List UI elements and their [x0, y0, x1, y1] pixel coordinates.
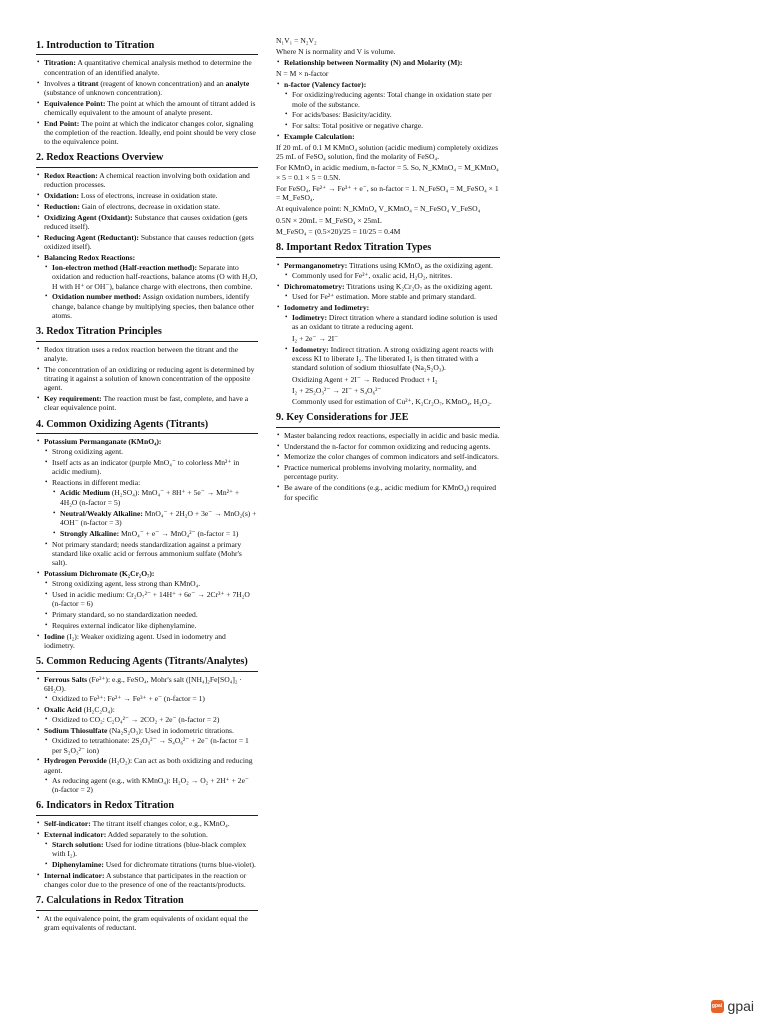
list-item: • Potassium Permanganate (KMnO₄): • Strong oxidizing agent. • Itself acts as an indicator (purple MnO₄⁻ to colorless Mn²⁺ in acidic medium). • Reactions in different media: • Acidic Medium (H₂SO₄): MnO₄⁻ + 8H⁺ + 5e⁻ → Mn²⁺ + 4H₂O (n-factor = 5) • Neutral/Weakly Alkaline: MnO₄⁻ + 2H₂O + 3e⁻ → MnO₂(s) + 4OH⁻ (n-factor = 3) • Strongly Alkaline: MnO₄⁻ + e⁻ → MnO₄²⁻ (n-factor = 1) • Not primary standard; needs standardization against a primary standard like oxalic acid or ferrous ammonium sulfate (Mohr's salt). [44, 437, 258, 567]
list-item: • Oxidized to Fe³⁺: Fe²⁺ → Fe³⁺ + e⁻ (n-factor = 1) [52, 694, 258, 703]
list-item: • Used for Fe²⁺ estimation. More stable and primary standard. [292, 292, 500, 301]
section-list [36, 437, 258, 650]
list-item: • Permanganometry: Titrations using KMnO₄ as the oxidizing agent. • Commonly used for Fe²⁺, oxalic acid, H₂O₂, nitrites. [284, 261, 500, 281]
section-list [36, 345, 258, 413]
list-item: • Oxidation: Loss of electrons, increase in oxidation state. [44, 191, 258, 200]
list-item: • n-factor (Valency factor): • For oxidizing/reducing agents: Total change in oxidation state per mole of the substance. • For acids/bases: Basicity/acidity. • For salts: Total positive or negative charge. [284, 80, 500, 130]
list-item: • As reducing agent (e.g., with KMnO₄): H₂O₂ → O₂ + 2H⁺ + 2e⁻ (n-factor = 2) [52, 776, 258, 795]
list-item: • Self-indicator: The titrant itself changes color, e.g., KMnO₄. [44, 819, 258, 828]
section-title: 9. Key Considerations for JEE [276, 412, 500, 427]
right-column [276, 34, 500, 503]
list-item: • Oxidized to CO₂: C₂O₄²⁻ → 2CO₂ + 2e⁻ (n-factor = 2) [52, 715, 258, 724]
list-item: • Reduction: Gain of electrons, decrease in oxidation state. [44, 202, 258, 211]
list-item: • Oxidizing Agent (Oxidant): Substance that causes oxidation (gets reduced itself). [44, 213, 258, 232]
list-item: • Iodometry and Iodimetry: • Iodimetry: Direct titration where a standard iodine solution is used as an oxidant to titrate a reducing agent. I₂ + 2e⁻ → 2I⁻ • Iodometry: Indirect titration. A strong oxidizing agent reacts with excess KI to liberate I₂. The liberated I₂ is then titrated with a standard solution of sodium thiosulfate (Na₂S₂O₃). Oxidizing Agent + 2I⁻ → Reduced Product + I₂ I₂ + 2S₂O₃²⁻ → 2I⁻ + S₄O₆²⁻ Commonly used for estimation of Cu²⁺, K₂Cr₂O₇, KMnO₄, H₂O₂. [284, 303, 500, 407]
list-item: • Not primary standard; needs standardization against a primary standard like oxalic acid or ferrous ammonium sulfate (Mohr's salt). [52, 540, 258, 568]
section-title: 8. Important Redox Titration Types [276, 242, 500, 257]
section-title: 5. Common Reducing Agents (Titrants/Analytes) [36, 656, 258, 671]
example-line: M_FeSO₄ = (0.5×20)/25 = 10/25 = 0.4M [276, 226, 401, 236]
list-item: • Practice numerical problems involving molarity, normality, and percentage purity. [284, 463, 500, 482]
list-item: • Itself acts as an indicator (purple MnO₄⁻ to colorless Mn²⁺ in acidic medium). [52, 458, 258, 477]
logo-text: gpai [727, 998, 754, 1014]
equation-note: Where N is normality and V is volume. [276, 47, 396, 57]
list-item: • Be aware of the conditions (e.g., acidic medium for KMnO₄) required for specific [284, 483, 500, 502]
list-item: • Oxidized to tetrathionate: 2S₂O₃²⁻ → S₄O₆²⁻ + 2e⁻ (n-factor = 1 per S₂O₃²⁻ ion) [52, 736, 258, 755]
list-item: • Involves a titrant (reagent of known concentration) and an analyte (substance of unknown concentration). [44, 79, 258, 98]
example-text: If 20 mL of 0.1 M KMnO₄ solution (acidic medium) completely oxidizes 25 mL of FeSO₄ solution, find the molarity of FeSO₄. [276, 142, 499, 162]
equation: I₂ + 2e⁻ → 2I⁻ [292, 333, 339, 343]
brand-logo [711, 998, 754, 1014]
list-item: • Sodium Thiosulfate (Na₂S₂O₃): Used in iodometric titrations. • Oxidized to tetrathionate: 2S₂O₃²⁻ → S₄O₆²⁻ + 2e⁻ (n-factor = 1 per S₂O₃²⁻ ion) [44, 726, 258, 755]
list-item: • Iodometry: Indirect titration. A strong oxidizing agent reacts with excess KI to liberate I₂. The liberated I₂ is then titrated with a standard solution of sodium thiosulfate (Na₂S₂O₃). Oxidizing Agent + 2I⁻ → Reduced Product + I₂ I₂ + 2S₂O₃²⁻ → 2I⁻ + S₄O₆²⁻ Commonly used for estimation of Cu²⁺, K₂Cr₂O₇, KMnO₄, H₂O₂. [292, 345, 500, 407]
left-column [36, 34, 258, 934]
list-item: • Strong oxidizing agent. [52, 447, 258, 456]
list-item: • Reducing Agent (Reductant): Substance that causes reduction (gets oxidized itself). [44, 233, 258, 252]
list-item: • Commonly used for Fe²⁺, oxalic acid, H₂O₂, nitrites. [292, 271, 500, 280]
list-item: • Oxidation number method: Assign oxidation numbers, identify change, balance change by multiplying species, then balance other atoms. [52, 292, 258, 320]
list-item: • For salts: Total positive or negative charge. [292, 121, 500, 130]
list-item: • End Point: The point at which the indicator changes color, signaling the completion of the reaction. Ideally, end point should be very close to the equivalence point. [44, 119, 258, 147]
list-item: • Ferrous Salts (Fe²⁺): e.g., FeSO₄, Mohr's salt ([NH₄]₂Fe[SO₄]₂ · 6H₂O). • Oxidized to Fe³⁺: Fe²⁺ → Fe³⁺ + e⁻ (n-factor = 1) [44, 675, 258, 704]
list-item: • Example Calculation: [284, 132, 500, 141]
equation: I₂ + 2S₂O₃²⁻ → 2I⁻ + S₄O₆²⁻ [292, 385, 382, 395]
list-item: • Requires external indicator like diphenylamine. [52, 621, 258, 630]
note: Commonly used for estimation of Cu²⁺, K₂Cr₂O₇, KMnO₄, H₂O₂. [292, 397, 492, 406]
list-item: • Redox Reaction: A chemical reaction involving both oxidation and reduction processes. [44, 171, 258, 190]
section-title: 4. Common Oxidizing Agents (Titrants) [36, 419, 258, 434]
section-list [36, 58, 258, 146]
section-list [36, 819, 258, 890]
list-item: • For oxidizing/reducing agents: Total change in oxidation state per mole of the substance. [292, 90, 500, 109]
section-list [276, 58, 500, 67]
equation: N = M × n-factor [276, 68, 329, 78]
section-title: 1. Introduction to Titration [36, 40, 258, 55]
list-item: • Dichromatometry: Titrations using K₂Cr₂O₇ as the oxidizing agent. • Used for Fe²⁺ estimation. More stable and primary standard. [284, 282, 500, 302]
list-item: • Understand the n-factor for common oxidizing and reducing agents. [284, 442, 500, 451]
list-item: • Strong oxidizing agent, less strong than KMnO₄. [52, 579, 258, 588]
list-item: • Hydrogen Peroxide (H₂O₂): Can act as both oxidizing and reducing agent. • As reducing agent (e.g., with KMnO₄): H₂O₂ → O₂ + 2H⁺ + 2e⁻ (n-factor = 2) [44, 756, 258, 794]
list-item: • Diphenylamine: Used for dichromate titrations (turns blue-violet). [52, 860, 258, 869]
equation: N₁V₁ = N₂V₂ [276, 36, 317, 45]
section-list [36, 914, 258, 933]
section-list [36, 675, 258, 795]
section-list [36, 171, 258, 320]
list-item: • Neutral/Weakly Alkaline: MnO₄⁻ + 2H₂O + 3e⁻ → MnO₂(s) + 4OH⁻ (n-factor = 3) [60, 509, 258, 528]
section-list [276, 80, 500, 141]
list-item: • Iodimetry: Direct titration where a standard iodine solution is used as an oxidant to titrate a reducing agent. I₂ + 2e⁻ → 2I⁻ [292, 313, 500, 343]
example-line: For FeSO₄, Fe²⁺ → Fe³⁺ + e⁻, so n-factor = 1. N_FeSO₄ = M_FeSO₄ × 1 = M_FeSO₄. [276, 183, 499, 203]
list-item: • Internal indicator: A substance that participates in the reaction or changes color due to the presence of one of the reactants/products. [44, 871, 258, 890]
list-item: • Acidic Medium (H₂SO₄): MnO₄⁻ + 8H⁺ + 5e⁻ → Mn²⁺ + 4H₂O (n-factor = 5) [60, 488, 258, 507]
section-title: 2. Redox Reactions Overview [36, 152, 258, 167]
list-item: • For acids/bases: Basicity/acidity. [292, 110, 500, 119]
list-item: • Redox titration uses a redox reaction between the titrant and the analyte. [44, 345, 258, 364]
section-list [276, 261, 500, 407]
list-item: • Primary standard, so no standardization needed. [52, 610, 258, 619]
section-title: 7. Calculations in Redox Titration [36, 895, 258, 910]
list-item: • At the equivalence point, the gram equivalents of oxidant equal the gram equivalents of reductant. [44, 914, 258, 933]
section-title: 3. Redox Titration Principles [36, 326, 258, 341]
list-item: • Strongly Alkaline: MnO₄⁻ + e⁻ → MnO₄²⁻ (n-factor = 1) [60, 529, 258, 538]
example-line: At equivalence point: N_KMnO₄ V_KMnO₄ = N_FeSO₄ V_FeSO₄ [276, 204, 481, 214]
logo-icon: gpai [711, 1000, 724, 1013]
equation: Oxidizing Agent + 2I⁻ → Reduced Product + I₂ [292, 374, 438, 384]
list-item: • Starch solution: Used for iodine titrations (blue-black complex with I₂). [52, 840, 258, 859]
list-item: • Titration: A quantitative chemical analysis method to determine the concentration of an identified analyte. [44, 58, 258, 77]
section-list [276, 431, 500, 502]
example-line: 0.5N × 20mL = M_FeSO₄ × 25mL [276, 215, 382, 225]
list-item: • Used in acidic medium: Cr₂O₇²⁻ + 14H⁺ + 6e⁻ → 2Cr³⁺ + 7H₂O (n-factor = 6) [52, 590, 258, 609]
list-item: • Equivalence Point: The point at which the amount of titrant added is chemically equivalent to the amount of analyte present. [44, 99, 258, 118]
section-title: 6. Indicators in Redox Titration [36, 800, 258, 815]
list-item: • Balancing Redox Reactions: • Ion-electron method (Half-reaction method): Separate into oxidation and reduction half-reactions, balance atoms (O with H₂O, H with H⁺ or OH⁻), balance charge with electrons, then combine. • Oxidation number method: Assign oxidation numbers, identify change, balance change by multiplying species, then balance other atoms. [44, 253, 258, 320]
list-item: • Key requirement: The reaction must be fast, complete, and have a clear equivalence point. [44, 394, 258, 413]
list-item: • Master balancing redox reactions, especially in acidic and basic media. [284, 431, 500, 440]
list-item: • Ion-electron method (Half-reaction method): Separate into oxidation and reduction half-reactions, balance atoms (O with H₂O, H with H⁺ or OH⁻), balance charge with electrons, then combine. [52, 263, 258, 291]
list-item: • Relationship between Normality (N) and Molarity (M): [284, 58, 500, 67]
list-item: • Iodine (I₂): Weaker oxidizing agent. Used in iodometry and iodimetry. [44, 632, 258, 651]
list-item: • The concentration of an oxidizing or reducing agent is determined by titrating it against a solution of known concentration of the opposite agent. [44, 365, 258, 393]
list-item: • Memorize the color changes of common indicators and self-indicators. [284, 452, 500, 461]
list-item: • Oxalic Acid (H₂C₂O₄): • Oxidized to CO₂: C₂O₄²⁻ → 2CO₂ + 2e⁻ (n-factor = 2) [44, 705, 258, 725]
list-item: • External indicator: Added separately to the solution. • Starch solution: Used for iodine titrations (blue-black complex with I₂). • Diphenylamine: Used for dichromate titrations (turns blue-violet). [44, 830, 258, 870]
list-item: • Reactions in different media: • Acidic Medium (H₂SO₄): MnO₄⁻ + 8H⁺ + 5e⁻ → Mn²⁺ + 4H₂O (n-factor = 5) • Neutral/Weakly Alkaline: MnO₄⁻ + 2H₂O + 3e⁻ → MnO₂(s) + 4OH⁻ (n-factor = 3) • Strongly Alkaline: MnO₄⁻ + e⁻ → MnO₄²⁻ (n-factor = 1) [52, 478, 258, 538]
example-line: For KMnO₄ in acidic medium, n-factor = 5. So, N_KMnO₄ = M_KMnO₄ × 5 = 0.1 × 5 = 0.5N. [276, 163, 499, 182]
list-item: • Potassium Dichromate (K₂Cr₂O₇): • Strong oxidizing agent, less strong than KMnO₄. • Used in acidic medium: Cr₂O₇²⁻ + 14H⁺ + 6e⁻ → 2Cr³⁺ + 7H₂O (n-factor = 6) • Primary standard, so no standardization needed. • Requires external indicator like diphenylamine. [44, 569, 258, 630]
